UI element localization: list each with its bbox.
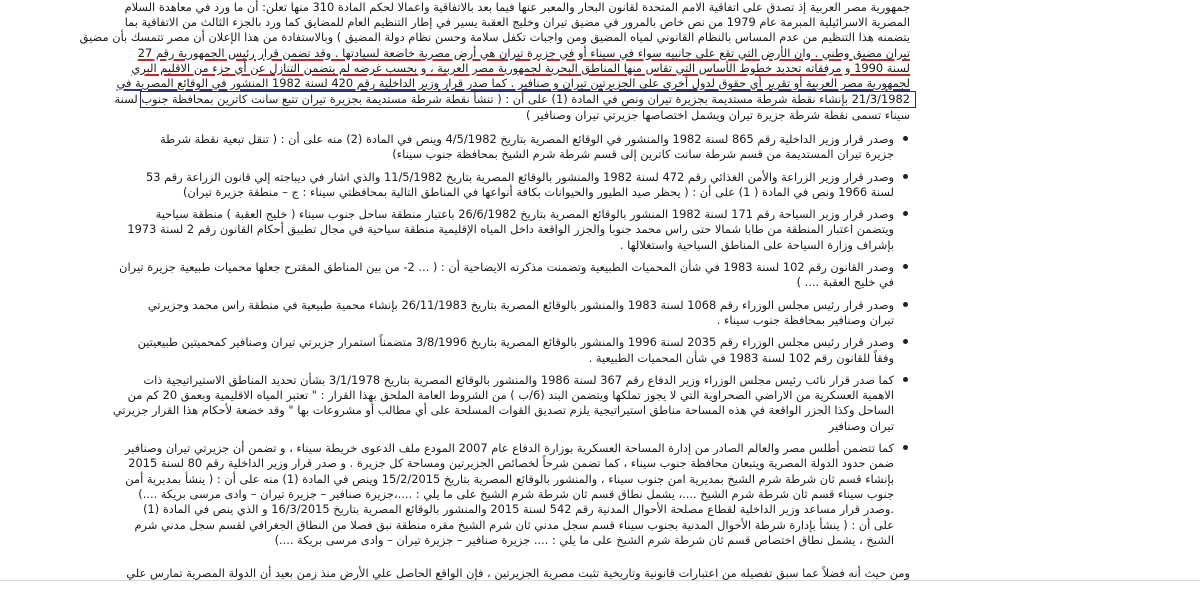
list-item [127,207,910,253]
list-item-text: كما صدر قرار نائب رئيس مجلس الوزراء وزير الدفاع رقم 367 لسنة 1986 والمنشور بالوقائع المصرية بتاريخ 3/1/1978 بشأن تحديد المناطق الاستيراتيجية ذات [143,372,894,387]
intro-line-boxed: 21/3/1982 بإنشاء نقطة شرطة مستديمة بجزيرة تيران ونص في المادة (1) على أن : ( تنشأ نقطة شرطة مستديمة بجزيرة تيران تتبع سانت كاترين بمحافظة جنوب لسنة [140,91,916,108]
list-item-text: تيران وصنافير [828,418,894,433]
intro-paragraph [79,0,910,124]
bullet-icon [903,264,908,269]
document-page [79,0,910,589]
bullet-icon [903,445,908,450]
list-item-text: ويتضمن اعتبار المنطقة من طابا شمالا حتى راس محمد جنوبا والجزر الواقعة داخل المياه الإقليمية منطقة سياحية في مجال تطبيق أحكام القانون رقم 2 لسنة 1973 [127,222,894,237]
list-item-text: وصدر القانون رقم 102 لسنة 1983 في شأن المحميات الطبيعية وتضمنت مذكرته الايضاحية أن : ( ... 2- من بين المناطق المقترح جعلها محميات طبيعية جزيرة تيران [119,260,894,275]
list-item-text: بإنشاء قسم ثان شرطة شرم الشيخ بمديرية امن جنوب سيناء ، والمنشور بالوقائع المصرية بتاريخ 15/2/2015 وينص في المادة (1) منه على أن : ( ينشأ بمديرية أمن [125,471,894,486]
list-item-text: كما تتضمن أطلس مصر والعالم الصادر من إدارة المساحة العسكرية بوزارة الدفاع عام 2007 المودع ملف الدعوى خريطة سيناء ، و تضمن أن جزيرتي تيران وصنافير [124,441,894,456]
list-item-text: وصدر قرار وزير السياحة رقم 171 لسنة 1982 المنشور بالوقائع المصرية بتاريخ 26/6/1982 باعتبار منطقة ساحل جنوب سيناء ( خليج العقبة ) منطقة سياحية [155,207,894,222]
list-item-text: وصدر قرار وزير الزراعة والأمن الغذائي رقم 472 لسنة 1982 والمنشور بالوقائع المصرية بتاريخ 11/5/1982 والذي اشار في ديباجته إلي قانون الزراعة رقم 53 [146,169,894,184]
intro-line: يتضمنه هذا التنظيم من عدم المساس بالنظام القانوني لمياه المضيق ومن واجبات تكفل سلامة وحسن نظام دولة المضيق ) وبالاستفادة من هذا الإعلان أن مصر تتمسك بأن مضيق [79,30,910,45]
list-item-text: .وصدر قرار مساعد وزير الداخلية لقطاع مصلحة الأحوال المدنية رقم 542 لسنة 2015 والمنشور بالوقائع المصرية بتاريخ 16/3/2015 و الذي ينص في المادة (1) [143,502,894,517]
list-item-text: وصدر قرار رئيس مجلس الوزراء رقم 2035 لسنة 1996 والمنشور بالوقائع المصرية بتاريخ 3/8/1996 متضمناً استمرار جزيرتي تيران وصنافير كمحميتين طبيعيتين [137,335,894,350]
bullet-icon [903,174,908,179]
bullet-icon [903,377,908,382]
list-item [119,260,910,291]
bullet-icon [903,211,908,216]
list-item-text: الاهمية العسكرية من الاراضي الصحراوية التي لا يجوز تملكها ويتضمن البند (6/ب ) من الشروط العامة الملحق بهذا القرار : " تعتبر المياه الاقليمية وبعمق 20 كم من [127,388,894,403]
intro-line: سيناء تسمى نقطة شرطة جزيرة تيران ويشمل اختصاصها جزيرتي تيران وصنافير ) [525,108,910,123]
list-item-text: وصدر قرار وزير الداخلية رقم 865 لسنة 1982 والمنشور في الوقائع المصرية بتاريخ 4/5/1982 وينص في المادة (2) منه على أن : ( تنقل تبعية نقطة شرطة [160,132,894,146]
intro-line-underlined: لجمهورية مصر العربية أو تقرير أي حقوق لدول أخرى على الجزيرتين تيران و صنافير . كما صدر قرار وزير الداخلية رقم 420 لسنة 1982 المنشور في الوقائع المصرية في [116,75,910,90]
list-item-text: بإشراف وزارة السياحة على المناطق السياحية واستغلالها . [619,237,894,252]
intro-line: المصرية الاسرائيلية المبرمة عام 1979 من نص خاص بالمرور في مضيق تيران وخليج العقبة يسير في إطار التنظيم العام للمضايق كما ورد بالجزء الثالث من الاتفاقية بما [124,15,910,30]
next-paragraph-line: ومن حيث أنه فضلاً عما سبق تفصيله من اعتبارات قانونية وتاريخية تثبت مصرية الجزيرتين ، فإن الواقع الحاصل علي الأرض منذ زمن بعيد أن الدولة المصرية تمارس علي [126,566,910,580]
list-item-text: جنوب سيناء قسم ثان شرطة شرم الشيخ ....، يشمل نطاق قسم ثان شرطة شرم الشيخ على ما يلي : ....،جزيرة صنافير – جزيرة تيران – وادى مرسى بريكة ....) [138,486,894,501]
list-item-text: وصدر قرار رئيس مجلس الوزراء رقم 1068 لسنة 1983 والمنشور بالوقائع المصرية بتاريخ 26/11/1983 بإنشاء محمية طبيعية في منطقة راس محمد وجزيرتي [147,297,894,312]
list-item-text: جزيرة تيران المستديمة من قسم شرطة سانت كاترين إلى قسم شرطة شرم الشيخ بمحافظة جنوب سيناء) [392,147,894,162]
bullet-icon [903,136,908,141]
list-item-text: ضمن حدود الدولة المصرية ويتبعان محافظة جنوب سيناء ، كما تضمن شرحاً لخصائص الجزيرتين ومساحة كل جزيرة . و صدر قرار وزير الداخلية رقم 80 لسنة 2015 [128,456,894,471]
intro-line-highlighted: تيران مضيق وطني . وان الأرض التي تقع على جانبيه سواء في سيناء أو في جزيرة تيران هي أرض مصرية خاضعة لسيادتها . وقد تضمن قرار رئيس الجمهورية رقم 27 [137,45,910,60]
list-item [147,297,910,329]
intro-line: جمهورية مصر العربية إذ تصدق على اتفاقية الامم المتحدة لقانون البحار والمعبر عنها فيما بعد بالاتفاقية واعمالا لحكم المادة 310 منها تعلن: أن ما ورد في معاهدة السلام [124,0,910,14]
list-item-text: على أن : ( ينشأ بإدارة شرطة الأحوال المدنية بجنوب سيناء قسم سجل مدني ثان شرم الشيخ مقره منطقة نبق فصلا من النطاق الجغرافي لقسم سجل مدني شرم [134,517,894,532]
bullet-icon [903,339,908,344]
intro-line-highlighted: لسنة 1990 و مرفقاته تحديد خطوط الأساس التي تقاس منها المناطق البحرية لجمهورية مصر العربية ، و بحسب غرضه لم يتضمن التنازل عن أي جزء من الاقليم البري [131,60,910,75]
list-item [124,441,910,548]
list-item-text: وفقاً للقانون رقم 102 لسنة 1983 في شأن المحميات الطبيعية . [588,350,894,365]
list-item-text: تيران وصنافير بمحافظة جنوب سيناء . [716,312,894,327]
list-item [112,372,910,434]
page-divider [0,580,1200,581]
list-item-text: لسنة 1966 ونص في المادة ( 1) على أن : ( يحظر صيد الطيور والحيوانات بكافة أنواعها في المناطق التالية بمحافظتي سيناء : ج – منطقة جزيرة تيران) [182,184,894,199]
list-item-text: الساحل وكذا الجزر الواقعة في هذه المساحة مناطق استيراتيجية يلزم تصديق القوات المسلحة على أي مطالب أو مشروعات بها " وقد خضعة لأحكام هذا القرار جزيرتي [112,403,894,418]
decree-list [112,132,910,555]
list-item [137,335,910,366]
list-item [160,132,910,163]
list-item [146,169,910,201]
list-item-text: في خليج العقبة .... ) [796,275,894,290]
bullet-icon [903,302,908,307]
list-item-text: الشيخ ، يشمل نطاق اختصاص قسم ثان شرطة شرم الشيخ على ما يلي : .... جزيرة صنافير – جزيرة تيران – وادى مرسى بريكة ....) [274,532,894,547]
